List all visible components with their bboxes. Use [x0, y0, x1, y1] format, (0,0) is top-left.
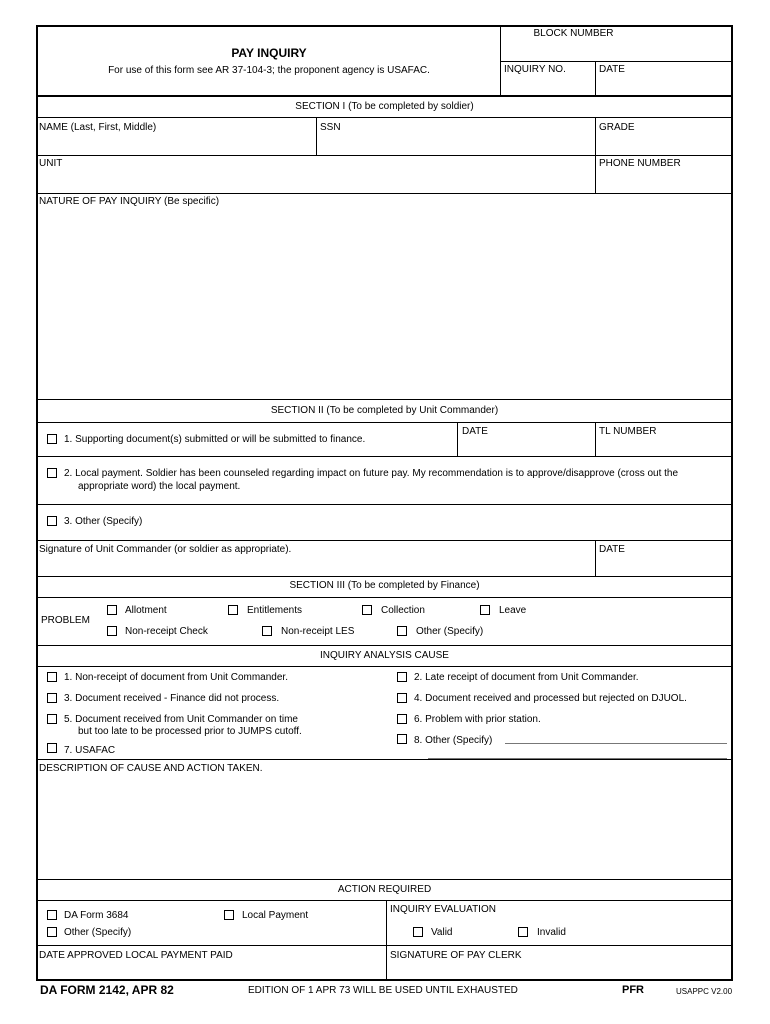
grade-label: GRADE	[599, 122, 635, 133]
cause3-label: 3. Document received - Finance did not process.	[64, 693, 280, 704]
item1-checkbox[interactable]	[47, 434, 57, 444]
local-payment-checkbox[interactable]	[224, 910, 234, 920]
entitlements-checkbox[interactable]	[228, 605, 238, 615]
entitlements-label: Entitlements	[247, 605, 303, 616]
local-payment-label: Local Payment	[242, 910, 309, 921]
cause4-label: 4. Document received and processed but rejected on DJUOL.	[414, 693, 687, 704]
cause2-checkbox[interactable]	[397, 672, 407, 682]
cause6-label: 6. Problem with prior station.	[414, 714, 541, 725]
cause5-line2: but too late to be processed prior to JUMPS cutoff.	[78, 726, 302, 737]
phone-label: PHONE NUMBER	[599, 158, 681, 169]
name-label: NAME (Last, First, Middle)	[39, 122, 157, 133]
cause3-checkbox[interactable]	[47, 693, 57, 703]
tl-number-label: TL NUMBER	[599, 426, 657, 437]
problem-label: PROBLEM	[41, 615, 90, 626]
valid-label: Valid	[431, 927, 453, 938]
pfr-label: PFR	[622, 984, 644, 996]
form-subtitle: For use of this form see AR 37-104-3; the proponent agency is USAFAC.	[108, 65, 430, 76]
cause7-checkbox[interactable]	[47, 743, 57, 753]
cause5-checkbox[interactable]	[47, 714, 57, 724]
leave-checkbox[interactable]	[480, 605, 490, 615]
problem-other-checkbox[interactable]	[397, 626, 407, 636]
header-date-label: DATE	[599, 64, 625, 75]
nonreceipt-les-checkbox[interactable]	[262, 626, 272, 636]
allotment-label: Allotment	[125, 605, 167, 616]
collection-label: Collection	[381, 605, 425, 616]
nonreceipt-les-label: Non-receipt LES	[281, 626, 355, 637]
da-form-3684-checkbox[interactable]	[47, 910, 57, 920]
ssn-label: SSN	[320, 122, 341, 133]
cause4-checkbox[interactable]	[397, 693, 407, 703]
inquiry-no-label: INQUIRY NO.	[504, 64, 566, 75]
item2-line1: 2. Local payment. Soldier has been counseled regarding impact on future pay. My recommendation is to approve/disapprove (cross out the	[64, 468, 679, 479]
action-other-label: Other (Specify)	[64, 927, 132, 938]
item2-line2: appropriate word) the local payment.	[78, 481, 241, 492]
form-id: DA FORM 2142, APR 82	[40, 983, 174, 997]
commander-signature-label: Signature of Unit Commander (or soldier as appropriate).	[39, 544, 292, 555]
section1-heading: SECTION I (To be completed by soldier)	[295, 101, 474, 112]
item3-checkbox[interactable]	[47, 516, 57, 526]
nonreceipt-check-label: Non-receipt Check	[125, 626, 208, 637]
item2-checkbox[interactable]	[47, 468, 57, 478]
problem-other-label: Other (Specify)	[416, 626, 484, 637]
unit-label: UNIT	[39, 158, 63, 169]
version-label: USAPPC V2.00	[676, 987, 733, 996]
pay-clerk-signature-label: SIGNATURE OF PAY CLERK	[390, 950, 522, 961]
edition-note: EDITION OF 1 APR 73 WILL BE USED UNTIL EXHAUSTED	[248, 985, 518, 996]
action-other-checkbox[interactable]	[47, 927, 57, 937]
block-number-label: BLOCK NUMBER	[533, 28, 614, 39]
cause8-specify-line1[interactable]	[505, 743, 727, 744]
nonreceipt-check-checkbox[interactable]	[107, 626, 117, 636]
cause1-label: 1. Non-receipt of document from Unit Commander.	[64, 672, 288, 683]
cause2-label: 2. Late receipt of document from Unit Commander.	[414, 672, 639, 683]
section3-heading: SECTION III (To be completed by Finance)	[289, 580, 480, 591]
item3-label: 3. Other (Specify)	[64, 516, 143, 527]
cause5-line1: 5. Document received from Unit Commander on time	[64, 714, 298, 725]
valid-checkbox[interactable]	[413, 927, 423, 937]
collection-checkbox[interactable]	[362, 605, 372, 615]
cause8-label: 8. Other (Specify)	[414, 735, 493, 746]
date-approved-label: DATE APPROVED LOCAL PAYMENT PAID	[39, 950, 233, 961]
inquiry-evaluation-label: INQUIRY EVALUATION	[390, 904, 496, 915]
form-title: PAY INQUIRY	[231, 46, 307, 60]
section2-date-label: DATE	[462, 426, 488, 437]
nature-label: NATURE OF PAY INQUIRY (Be specific)	[39, 196, 220, 207]
cause6-checkbox[interactable]	[397, 714, 407, 724]
da-form-3684-label: DA Form 3684	[64, 910, 129, 921]
allotment-checkbox[interactable]	[107, 605, 117, 615]
analysis-heading: INQUIRY ANALYSIS CAUSE	[320, 650, 449, 661]
cause8-checkbox[interactable]	[397, 734, 407, 744]
section2-heading: SECTION II (To be completed by Unit Commander)	[270, 405, 499, 416]
item1-label: 1. Supporting document(s) submitted or will be submitted to finance.	[64, 434, 366, 445]
cause7-label: 7. USAFAC	[64, 745, 116, 756]
invalid-checkbox[interactable]	[518, 927, 528, 937]
cause1-checkbox[interactable]	[47, 672, 57, 682]
leave-label: Leave	[499, 605, 527, 616]
invalid-label: Invalid	[537, 927, 566, 938]
description-label: DESCRIPTION OF CAUSE AND ACTION TAKEN.	[39, 763, 263, 774]
signature-date-label: DATE	[599, 544, 625, 555]
action-heading: ACTION REQUIRED	[337, 884, 432, 895]
